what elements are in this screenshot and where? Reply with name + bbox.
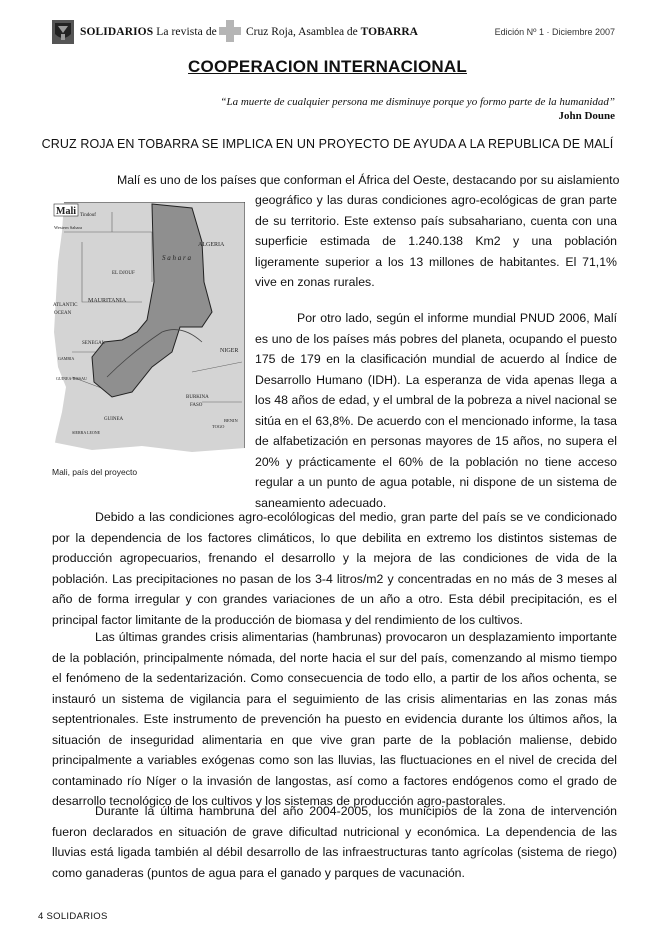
header-organization bbox=[246, 26, 418, 38]
map-label-burkina: BURKINA bbox=[186, 395, 209, 400]
map-label-senegal: SENEGAL bbox=[82, 341, 105, 346]
map-label-benin: BENIN bbox=[224, 418, 238, 423]
paragraph-2: Por otro lado, según el informe mundial PNUD 2006, Malí es uno de los países más pobres del planeta, ocupando el puesto 175 de 179 en la clasificación mundial de acuerdo al Índice de Desarrollo Humano (IDH). La esperanza de vida apenas llega a los 48 años de edad, y el umbral de la pobreza a nivel nacional se sitúa en el 63,8%. De acuerdo con el mencionado informe, la tasa de alfabetización en personas mayores de 15 años, no supera el 20% y prácticamente el 60% de la población no tiene acceso regular a un punto de agua potable, ni dispone de un sistema de saneamiento adecuado. bbox=[255, 311, 617, 510]
article-headline: CRUZ ROJA EN TOBARRA SE IMPLICA EN UN PROYECTO DE AYUDA A LA REPUBLICA DE MALÍ bbox=[41, 137, 614, 151]
section-title: COOPERACION INTERNACIONAL bbox=[188, 57, 467, 76]
organization-name: Cruz Roja, Asamblea de bbox=[246, 26, 358, 38]
magazine-title: SOLIDARIOS bbox=[80, 26, 154, 38]
header-magazine-name bbox=[80, 26, 217, 38]
map-label-atlantic: ATLANTIC bbox=[53, 303, 78, 308]
paragraph-3: Debido a las condiciones agro-ecolólogicas del medio, gran parte del país se ve condicionado por la dependencia de los factores climáticos, lo que debilita en extremo los distintos sistemas de producción agropecuarios, frenando el desarrollo y la mejora de las condiciones de vida de la población. Las precipitaciones no pasan de los 3-4 litros/m2 y concentradas en no más de 3 meses al año de forma irregular y con grandes variaciones de un año a otro. Esta débil precipitación, es el principal factor limitante de la producción de biomasa y del rendimiento de los cultivos. bbox=[52, 510, 617, 627]
map-label-guinea-bissau: GUINEA-BISSAU bbox=[56, 376, 87, 381]
map-label-ocean: OCEAN bbox=[54, 311, 72, 316]
paragraph-4: Las últimas grandes crisis alimentarias (hambrunas) provocaron un desplazamiento importante de la población, principalmente nómada, del norte hacia el sur del país, comenzando al mismo tiempo el fenómeno de la sedentarización. Como consecuencia de todo ello, a partir de los años ochenta, se instauró un sistema de vigilancia para el seguimiento de las crisis alimentarias en las zonas más septentrionales. Este instrumento de prevención ha puesto en evidencia durante los últimos años, la situación de inseguridad alimentaria en que vive gran parte de la población maliense, debido principalmente a variables exógenas como son las lluvias, las fluctuaciones en el nivel de crecida del contaminado río Níger o la invasión de langostas, así como a factores endógenos como el grado de desarrollo tecnológico de los cultivos y los sistemas de producción agro-pastorales. bbox=[52, 630, 617, 808]
map-label-niger: NIGER bbox=[220, 348, 239, 354]
map-title: Mali bbox=[56, 206, 76, 217]
map-label-western-sahara: Western Sahara bbox=[54, 225, 82, 230]
map-label-el-djouf: EL DJOUF bbox=[112, 271, 135, 276]
map-label-sierra-leone: SIERRA LEONE bbox=[72, 430, 101, 435]
red-cross-icon bbox=[219, 20, 241, 42]
page-footer: 4 SOLIDARIOS bbox=[38, 911, 108, 922]
edition-info: Edición Nº 1 · Diciembre 2007 bbox=[494, 27, 615, 37]
map-label-mauritania: MAURITANIA bbox=[88, 298, 127, 304]
map-caption: Mali, país del proyecto bbox=[52, 467, 138, 477]
map-label-faso: FASO bbox=[190, 403, 203, 408]
map-label-sahara: S a h a r a bbox=[162, 254, 191, 262]
town-name: TOBARRA bbox=[360, 26, 418, 38]
map-label-gambia: GAMBIA bbox=[58, 356, 75, 361]
epigraph-quote: “La muerte de cualquier persona me disminuye porque yo formo parte de la humanidad” bbox=[220, 96, 615, 108]
paragraph-1-body: geográfico y las duras condiciones agro-ecológicas de gran parte de su territorio. Este extenso país subsahariano, cuenta con una superficie estimada de 1.240.138 Km2 y una población ligeramente superior a los 13 millones de habitantes. El 71,1% vive en zonas rurales. bbox=[255, 193, 617, 289]
map-label-algeria: ALGERIA bbox=[198, 242, 225, 248]
map-label-tindouf: Tindouf bbox=[80, 213, 96, 218]
mali-map-figure bbox=[52, 202, 245, 459]
epigraph-author: John Doune bbox=[558, 110, 615, 122]
tobarra-coat-of-arms-logo bbox=[52, 20, 74, 44]
map-label-togo: TOGO bbox=[212, 424, 225, 429]
paragraph-5: Durante la última hambruna del año 2004-2005, los municipios de la zona de intervención fueron declarados en situación de grave dificultad nutricional y económica. La dependencia de las lluvias está ligada también al débil desarrollo de las infraestructuras tanto agrícolas (sistema de riego) como ganaderas (puntos de agua para el ganado y parques de vacunación. bbox=[52, 804, 617, 880]
magazine-subtitle: La revista de bbox=[156, 26, 217, 38]
map-label-guinea: GUINEA bbox=[104, 417, 124, 422]
paragraph-1-first-line: Malí es uno de los países que conforman el África del Oeste, destacando por su aislamiento bbox=[117, 173, 620, 187]
